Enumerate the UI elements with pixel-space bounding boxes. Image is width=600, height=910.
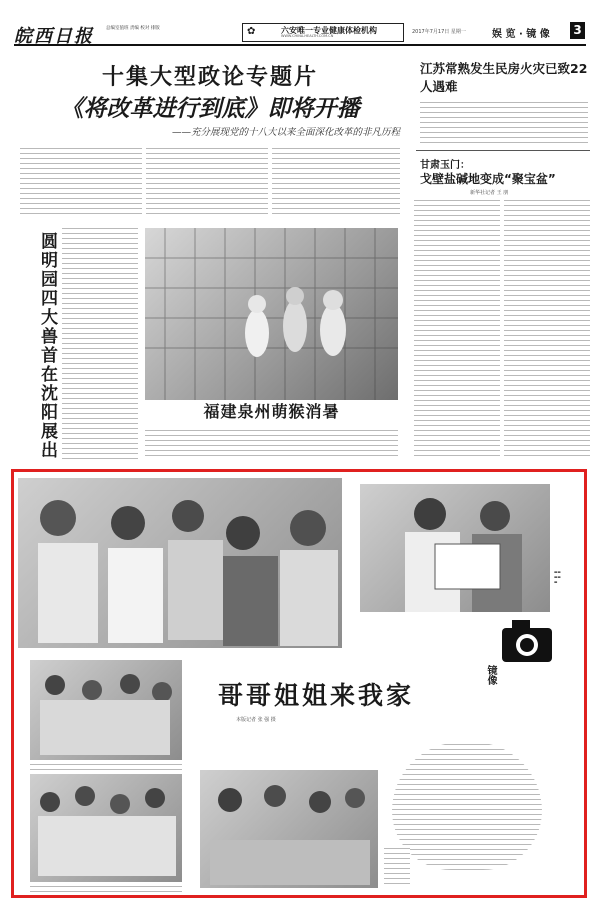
- feature-title: 哥哥姐姐来我家: [218, 681, 415, 710]
- desk-caption: [384, 846, 410, 886]
- issue-date: 2017年7月17日 星期一: [412, 29, 466, 35]
- desk-photo-art: [200, 770, 378, 888]
- feature-photo-main: [18, 478, 342, 648]
- vertical-headline: 圆明园四大兽首在沈阳展出: [37, 232, 57, 460]
- reading-caption: ▬▬ ▬▬ ▬: [554, 570, 561, 584]
- masthead: [14, 22, 586, 46]
- masthead-staff: 总编室值班 责编 校对 排版: [106, 26, 160, 31]
- feature-article-text: [392, 742, 542, 870]
- monkey-caption: 福建泉州萌猴消暑: [145, 400, 398, 424]
- group-photo-art: [18, 478, 342, 648]
- feature-photo-class: [30, 660, 182, 760]
- camera-icon: [498, 612, 560, 670]
- masthead-title: 皖西日报: [14, 26, 94, 47]
- crowd-caption: [30, 884, 182, 892]
- lead-text-col-3: [272, 146, 400, 218]
- lead-subhead: ——充分展现党的十八大以来全面深化改革的非凡历程: [171, 127, 400, 138]
- relics-text: [62, 226, 138, 462]
- lead-headline-2: 《将改革进行到底》即将开播: [60, 96, 360, 122]
- feature-photo-crowd: [30, 774, 182, 882]
- flower-icon: ✿: [247, 26, 256, 37]
- masthead-ad: [242, 23, 404, 42]
- monkey-photo-art: [145, 228, 398, 400]
- feature-photo-reading: [360, 484, 550, 612]
- monkey-photo: [145, 228, 398, 400]
- gansu-text-col-2: [504, 198, 590, 460]
- ad-text: 六安唯一专业健康体检机构: [281, 26, 377, 35]
- lead-text-col-1: [20, 146, 142, 218]
- lead-text-col-2: [146, 146, 268, 218]
- feature-photo-desk: [200, 770, 378, 888]
- section-name: 娱 览 · 镜 像: [492, 29, 550, 40]
- class-caption: [30, 762, 182, 770]
- fire-headline: 江苏常熟发生民房火灾已致22人遇难: [420, 61, 588, 94]
- fire-text: [420, 100, 588, 146]
- ad-url: WWW.CHINA-HEALTH.COM.CN: [281, 34, 334, 38]
- feature-side-label: 镜像: [485, 665, 496, 685]
- reading-photo-art: [360, 484, 550, 612]
- gansu-text-col-1: [414, 198, 500, 460]
- lead-headline-1: 十集大型政论专题片: [101, 65, 318, 90]
- crowd-photo-art: [30, 774, 182, 882]
- gansu-headline: 戈壁盐碱地变成“聚宝盆”: [420, 172, 556, 186]
- gansu-kicker: 甘肃玉门：: [420, 160, 470, 171]
- gansu-byline: 新华社记者 王 朋: [470, 190, 509, 196]
- monkey-caption-text: [145, 428, 398, 458]
- page-number: 3: [570, 22, 585, 39]
- class-photo-art: [30, 660, 182, 760]
- feature-byline: 本版记者 张 强 摄: [236, 717, 276, 723]
- divider: [416, 150, 590, 151]
